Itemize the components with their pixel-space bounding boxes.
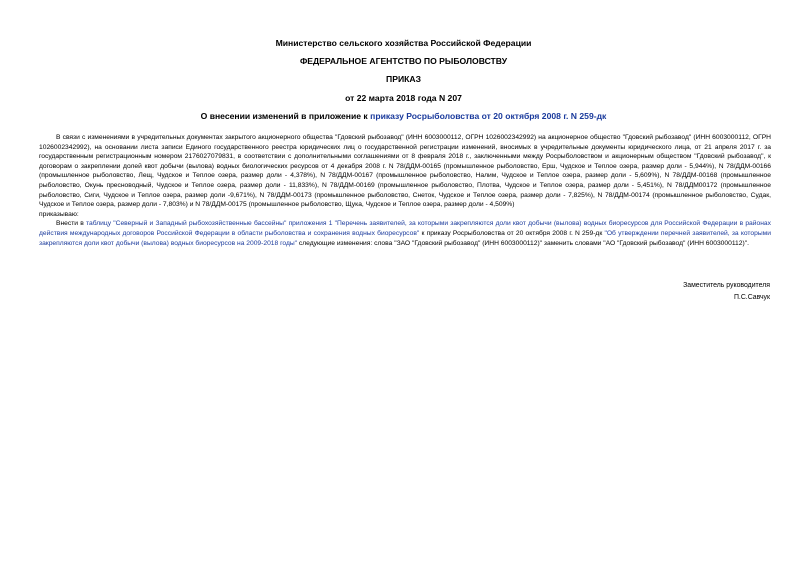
ministry-name: Министерство сельского хозяйства Российской Федерации bbox=[275, 38, 532, 48]
order-word: приказываю: bbox=[39, 210, 79, 218]
preamble-paragraph: В связи с изменениями в учредительных документах закрытого акционерного общества "Гдовский рыбозавод" (ИНН 6003000112, ОГРН 1026002342992) на акционерное общество "Гдовский рыбозавод" (ИНН 6003000112, ОГРН 1026002342992), на основании листа записи Единого государственного реестра юридических лиц о государственной регистрации изменений, вносимых в учредительные документы юридического лица, от 21 апреля 2017 г. за государственным регистрационным номером 2176027079831, в соответствии с дополнительными соглашениями от 8 февраля 2018 г., заключенными между Росрыболовством и акционерным обществом "Гдовский рыбозавод", к договорам о закреплении долей квот добычи (вылова) водных биологических ресурсов от 4 декабря 2008 г. N 78/ДДМ-00165 (промышленное рыболовство, Ерш, Чудское и Теплое озера, размер доли - 5,944%), N 78/ДДМ-00166 (промышленное рыболовство, Лещ, Чудское и Теплое озера, размер доли - 4,378%), N 78/ДДМ-00167 (промышленное рыболовство, Налим, Чудское и Теплое озера, размер доли - 5,609%), N 78/ДДМ-00168 (промышленное рыболовство, Окунь пресноводный, Чудское и Теплое озера, размер доли - 11,833%), N 78/ДДМ-00169 (промышленное рыболовство, Плотва, Чудское и Теплое озера, размер доли - 5,451%), N 78/ДДМ00172 (промышленное рыболовство, Сиги, Чудское и Теплое озера, размер доли -9,671%), N 78/ДДМ-00173 (промышленное рыболовство, Снеток, Чудское и Теплое озера, размер доли - 7,825%), N 78/ДДМ-00174 (промышленное рыболовство, Судак, Чудское и Теплое озера, размер доли - 7,803%) и N 78/ДДМ-00175 (промышленное рыболовство, Щука, Чудское и Теплое озера, размер доли - 4,509%) bbox=[39, 134, 771, 209]
table-link[interactable]: таблицу "Северный и Западный рыбохозяйственные бассейны" приложения 1 "Перечень заявителей, за которыми закрепляются доли квот добычи (вылова) водных биоресурсов для Российской Федерации в районах действия международных договоров Российской Федерации в области рыболовства и сохранения водных биоресурсов" bbox=[39, 220, 771, 237]
order-text-end: следующие изменения: слова "ЗАО "Гдовский рыбозавод" (ИНН 6003000112)" заменить словами "АО "Гдовский рыбозавод" (ИНН 6003000112)". bbox=[297, 239, 749, 247]
signature-position: Заместитель руководителя bbox=[683, 282, 770, 289]
document-title bbox=[0, 111, 807, 122]
order-title-link[interactable]: "Об утверждении перечней заявителей, за которыми закрепляются доли квот добычи (вылова) водных биоресурсов на 2009-2018 годы" bbox=[39, 229, 771, 247]
document-date-number: от 22 марта 2018 года N 207 bbox=[345, 93, 462, 103]
document-body bbox=[39, 133, 771, 248]
document-title-prefix: О внесении изменений в приложение к bbox=[200, 111, 371, 121]
signature-name: П.С.Савчук bbox=[733, 294, 770, 301]
order-text-middle: к приказу Росрыболовства от 20 октября 2008 г. N 259-дк bbox=[419, 229, 605, 237]
agency-name: ФЕДЕРАЛЬНОЕ АГЕНТСТВО ПО РЫБОЛОВСТВУ bbox=[299, 56, 508, 66]
document-title-link[interactable]: приказу Росрыболовства от 20 октября 2008 г. N 259-дк bbox=[370, 111, 607, 121]
document-type: ПРИКАЗ bbox=[386, 74, 421, 84]
order-paragraph bbox=[39, 219, 771, 248]
order-text-start: Внести в bbox=[56, 220, 86, 228]
